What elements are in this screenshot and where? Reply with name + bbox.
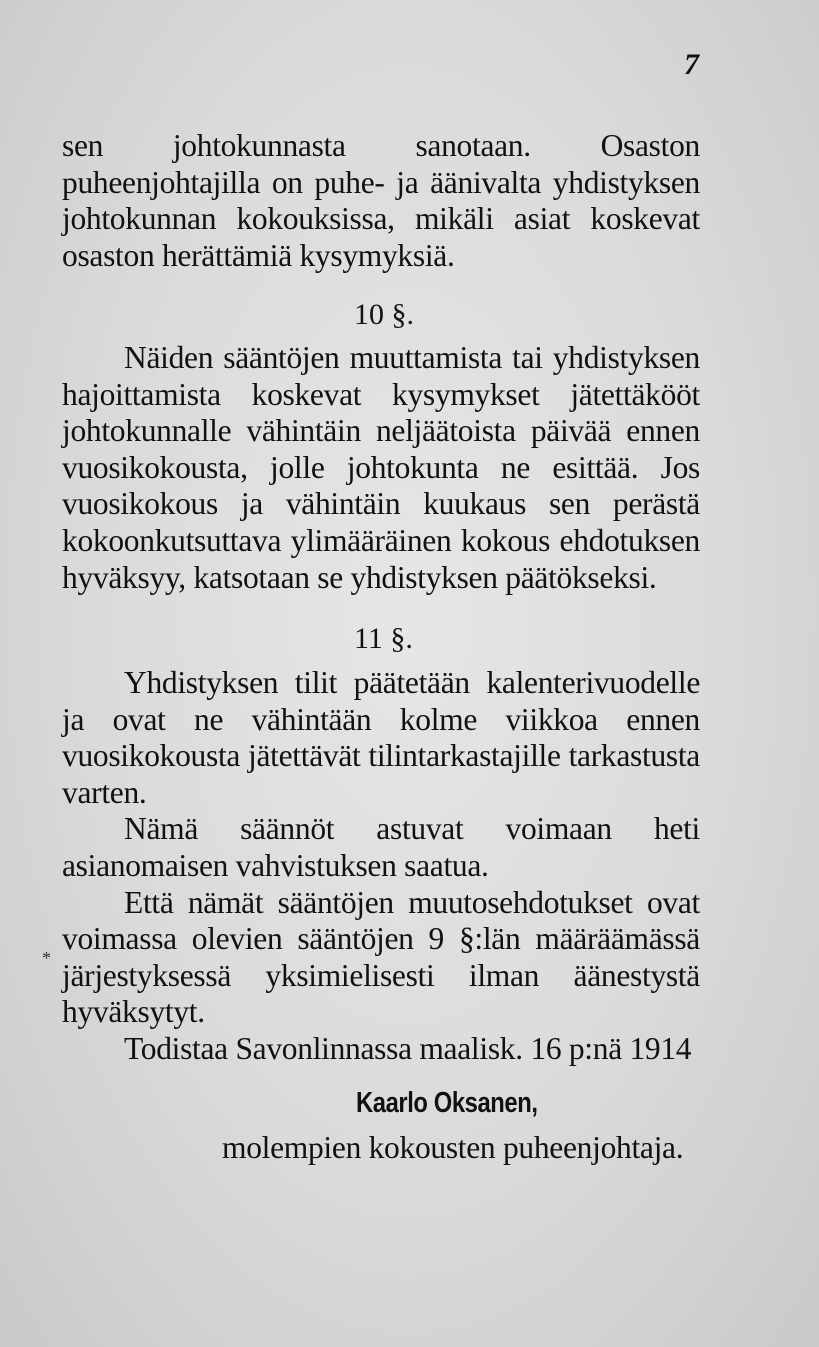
section-10-heading: 10 §. [354, 298, 414, 331]
signatory-name: Kaarlo Oksanen, [356, 1087, 538, 1119]
intro-paragraph-block [62, 128, 700, 274]
section-11-heading: 11 §. [354, 622, 413, 655]
intro-paragraph: sen johtokunnasta sanotaan. Osaston puheenjohtajilla on puhe- ja äänivalta yhdistyksen johtokunnan kokouksissa, mikäli asiat koskevat osaston herättämiä kysymyksiä. [62, 128, 700, 273]
ink-speck-decoration: * [42, 948, 51, 968]
effective-paragraph: Nämä säännöt astuvat voimaan heti asianomaisen vahvistuksen saatua. [62, 811, 700, 883]
section-11-block [62, 665, 700, 1068]
attestation-line: Todistaa Savonlinnassa maalisk. 16 p:nä 1914 [124, 1030, 692, 1066]
section-10-paragraph: Näiden sääntöjen muuttamista tai yhdistyksen hajoittamista koskevat kysymykset jätettäkööt johtokunnalle vähintäin neljäätoista päivää ennen vuosikokousta, jolle johtokunta ne esittää. Jos vuosikokous ja vähintäin kuukaus sen perästä kokoonkutsuttava ylimääräinen kokous ehdotuksen hyväksyy, katsotaan se yhdistyksen päätökseksi. [62, 340, 700, 595]
amendment-paragraph: Että nämät sääntöjen muutosehdotukset ovat voimassa olevien sääntöjen 9 §:län määräämässä järjestyksessä yksimielisesti ilman äänestystä hyväksytyt. [62, 884, 700, 1030]
signatory-title: molempien kokousten puheenjohtaja. [222, 1130, 684, 1165]
page-number: 7 [684, 48, 699, 81]
section-10-block [62, 340, 700, 596]
section-11-paragraph: Yhdistyksen tilit päätetään kalenterivuodelle ja ovat ne vähintään kolme viikkoa ennen vuosikokousta jätettävät tilintarkastajille tarkastusta varten. [62, 665, 700, 810]
